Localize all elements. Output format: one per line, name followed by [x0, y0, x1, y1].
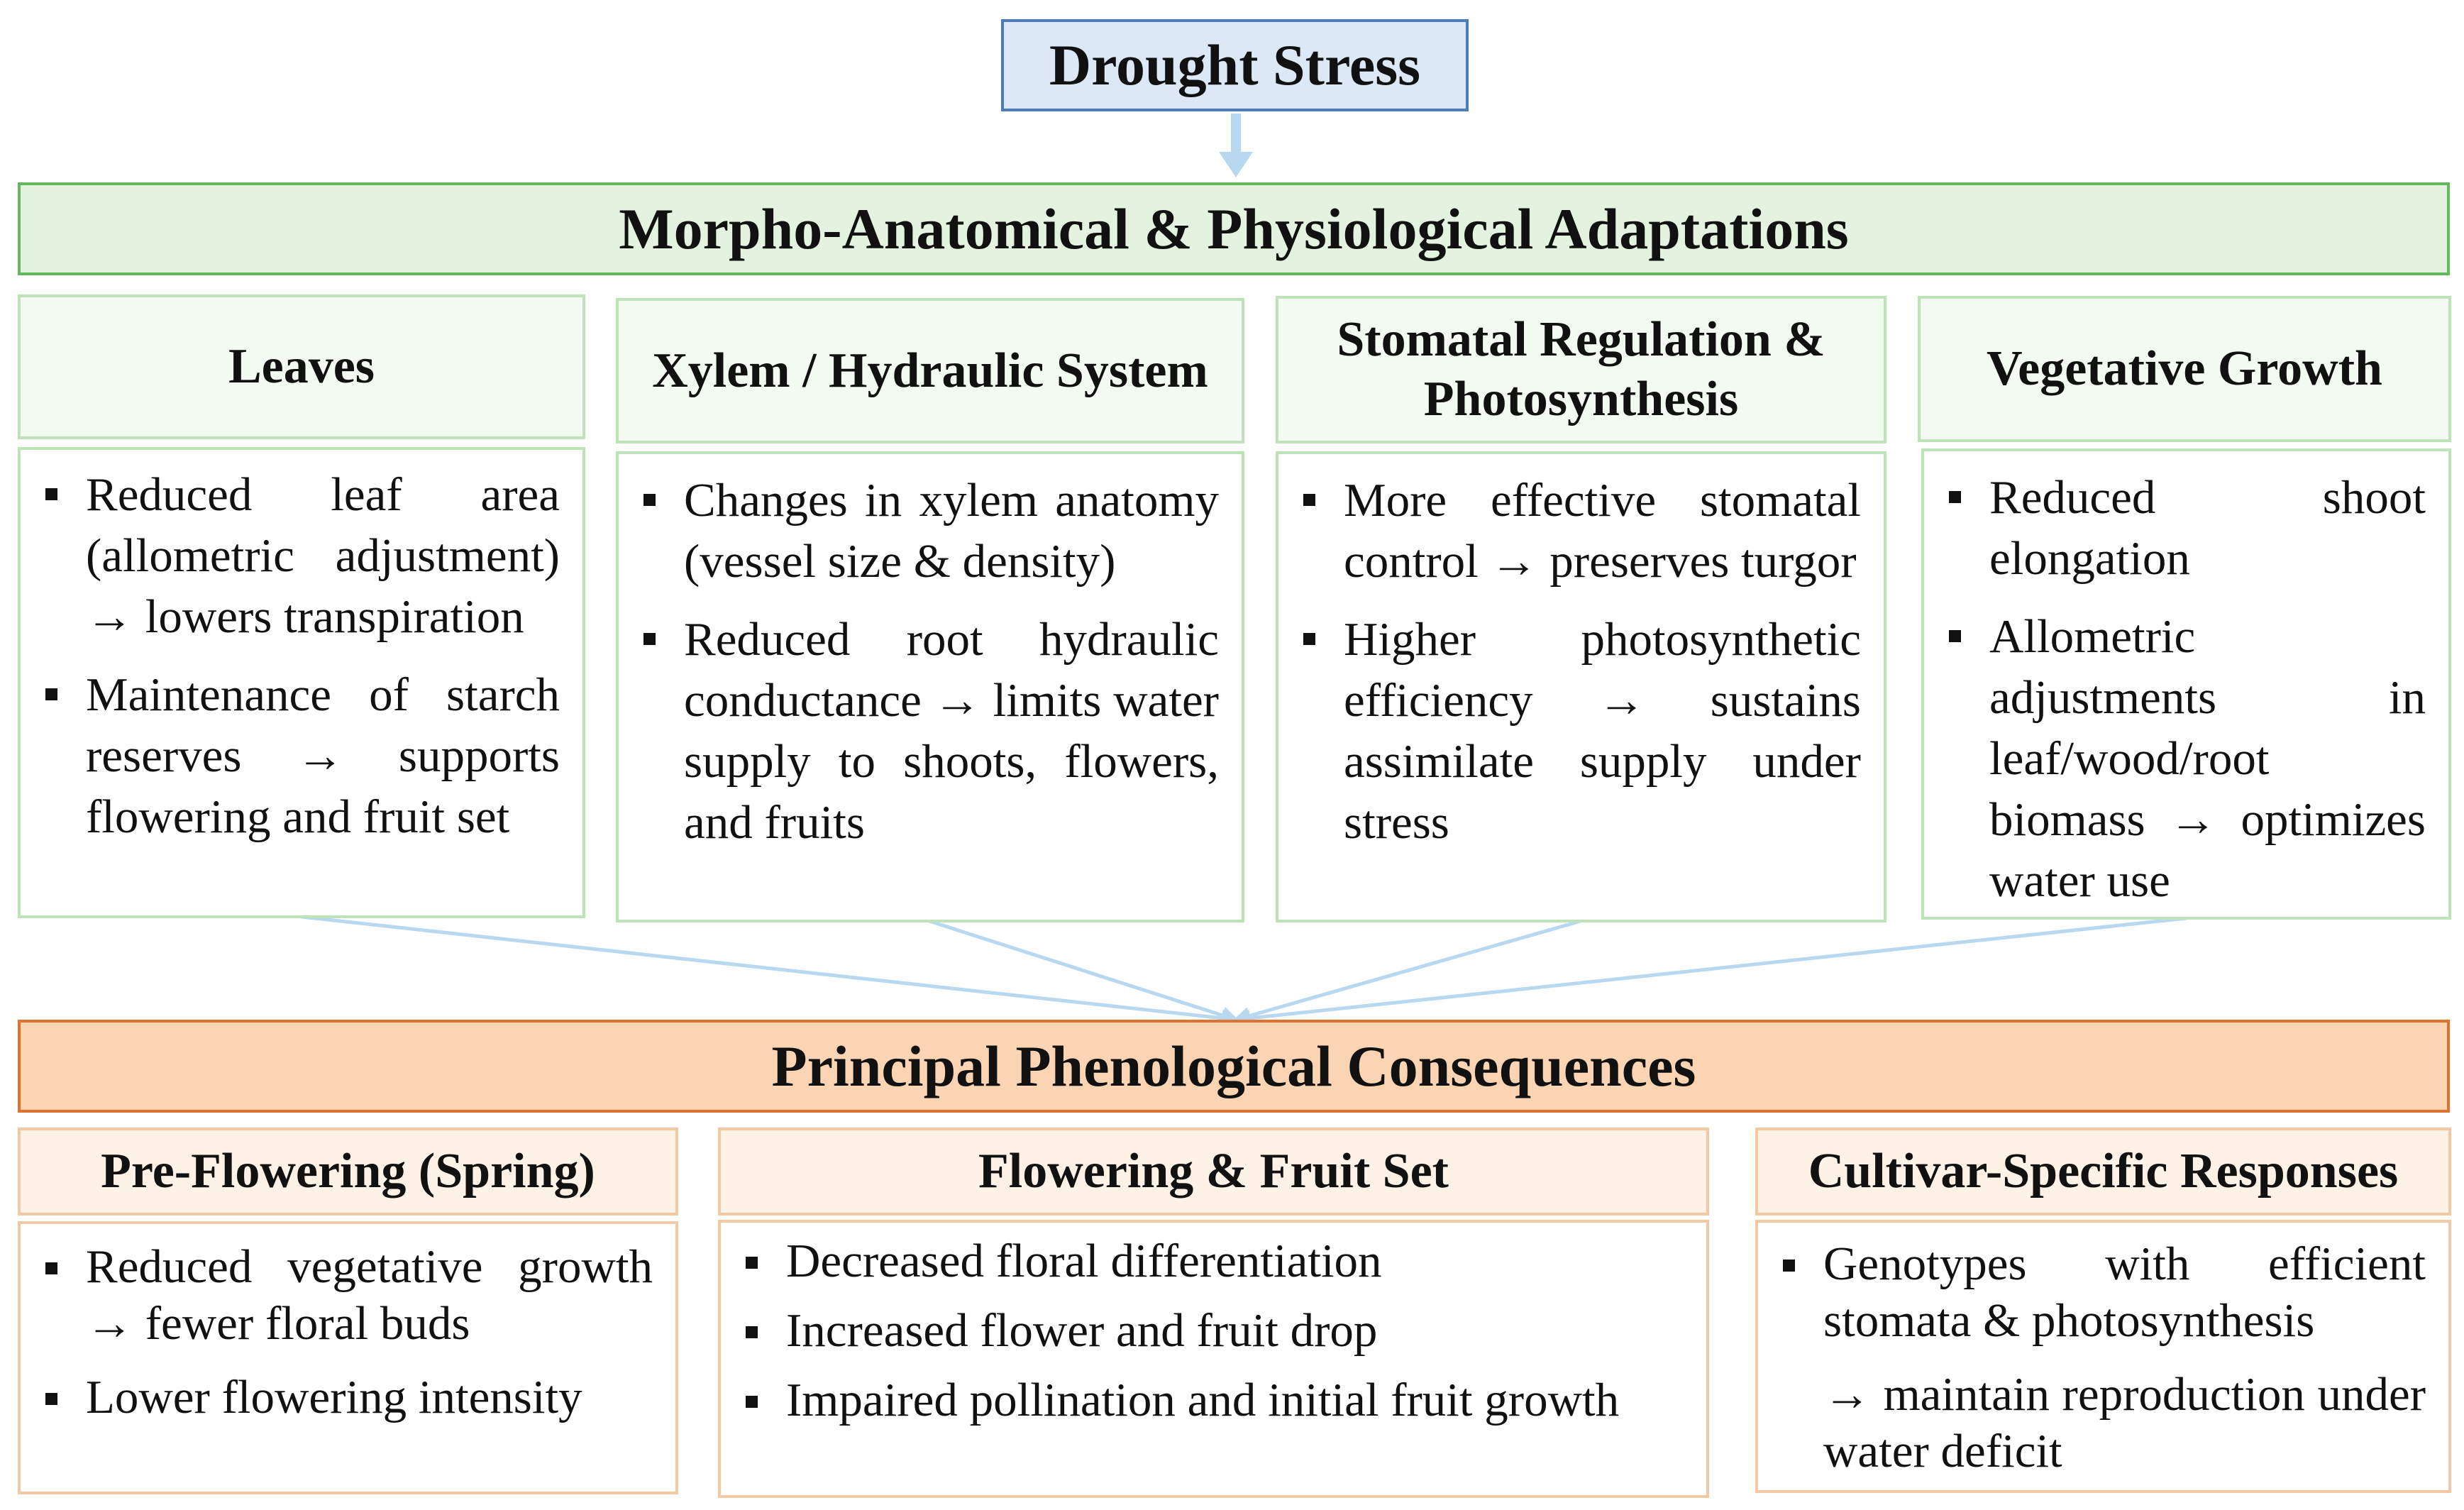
pre-flowering-bullet-list — [21, 1238, 653, 1426]
list-item: Genotypes with efficient stomata & photosynthesis — [1758, 1235, 2426, 1349]
flowering-heading: Flowering & Fruit Set — [978, 1144, 1449, 1198]
list-item: Maintenance of starch reserves → supports flowering and fruit set — [21, 664, 560, 847]
bullet-square-icon — [746, 1396, 758, 1408]
vegetative-header — [1918, 296, 2451, 442]
list-item: Reduced vegetative growth → fewer floral buds — [21, 1238, 653, 1352]
bullet-square-icon — [1783, 1260, 1795, 1272]
xylem-bullet-list — [619, 470, 1219, 853]
vegetative-heading: Vegetative Growth — [1987, 341, 2382, 396]
list-item: Impaired pollination and initial fruit growth — [721, 1372, 1684, 1428]
title-down-arrow — [1219, 114, 1253, 177]
stomatal-header — [1276, 296, 1886, 443]
pre-flowering-header — [18, 1128, 678, 1216]
bullet-square-icon — [45, 488, 57, 500]
cultivar-header — [1755, 1128, 2451, 1216]
adaptations-title: Morpho-Anatomical & Physiological Adaptations — [619, 196, 1849, 261]
stomatal-heading: Stomatal Regulation & Photosynthesis — [1337, 312, 1825, 426]
leaves-heading: Leaves — [228, 339, 375, 394]
consequences-title: Principal Phenological Consequences — [771, 1033, 1696, 1098]
drought-stress-title — [1001, 19, 1469, 111]
bullet-square-icon — [1949, 491, 1961, 503]
cultivar-bullet-list — [1758, 1235, 2426, 1479]
list-item: Changes in xylem anatomy (vessel size & density) — [619, 470, 1219, 592]
vegetative-bullet-list — [1924, 467, 2426, 911]
list-item: Reduced leaf area (allometric adjustment) → lowers transpiration — [21, 464, 560, 647]
vegetative-body — [1921, 448, 2451, 920]
list-item: Lower flowering intensity — [21, 1369, 653, 1426]
stomatal-bullet-list — [1278, 470, 1861, 853]
pre-flowering-heading: Pre-Flowering (Spring) — [101, 1144, 595, 1198]
bullet-square-icon — [45, 1262, 57, 1274]
flowering-header — [718, 1128, 1709, 1216]
bullet-square-icon — [643, 633, 656, 645]
flowering-bullet-list — [721, 1233, 1684, 1428]
drought-stress-label: Drought Stress — [1049, 33, 1421, 97]
leaves-body — [18, 447, 585, 918]
arrow-from-xylem — [929, 921, 1236, 1020]
leaves-header — [18, 294, 585, 439]
xylem-body — [616, 451, 1244, 922]
xylem-heading: Xylem / Hydraulic System — [652, 343, 1208, 398]
adaptations-banner — [18, 182, 2450, 275]
xylem-header — [616, 298, 1244, 443]
arrow-from-stomatal — [1236, 921, 1581, 1020]
list-item: Allometric adjustments in leaf/wood/root biomass → optimizes water use — [1924, 606, 2426, 911]
stomatal-body — [1276, 451, 1886, 922]
list-item: Higher photosynthetic efficiency → sustains assimilate supply under stress — [1278, 609, 1861, 853]
pre-flowering-body — [18, 1221, 678, 1494]
list-item: Decreased floral differentiation — [721, 1233, 1684, 1289]
list-item: More effective stomatal control → preserves turgor — [1278, 470, 1861, 592]
bullet-square-icon — [1303, 494, 1315, 506]
bullet-square-icon — [45, 688, 57, 700]
list-item: Reduced root hydraulic conductance → limits water supply to shoots, flowers, and fruits — [619, 609, 1219, 853]
bullet-square-icon — [643, 494, 656, 506]
arrow-from-vegetative — [1236, 918, 2187, 1020]
consequences-banner — [18, 1020, 2450, 1113]
bullet-square-icon — [45, 1393, 57, 1405]
flowering-body — [718, 1220, 1709, 1498]
cultivar-body — [1755, 1220, 2451, 1493]
bullet-square-icon — [746, 1257, 758, 1269]
list-item: Reduced shoot elongation — [1924, 467, 2426, 589]
cultivar-heading: Cultivar-Specific Responses — [1808, 1144, 2399, 1198]
arrow-from-leaves — [302, 917, 1236, 1020]
leaves-bullet-list — [21, 464, 560, 847]
list-item-continuation: → maintain reproduction under water deficit — [1823, 1368, 2426, 1477]
bullet-square-icon — [1303, 633, 1315, 645]
bullet-square-icon — [1949, 630, 1961, 642]
list-item: Increased flower and fruit drop — [721, 1302, 1684, 1359]
bullet-square-icon — [746, 1326, 758, 1338]
